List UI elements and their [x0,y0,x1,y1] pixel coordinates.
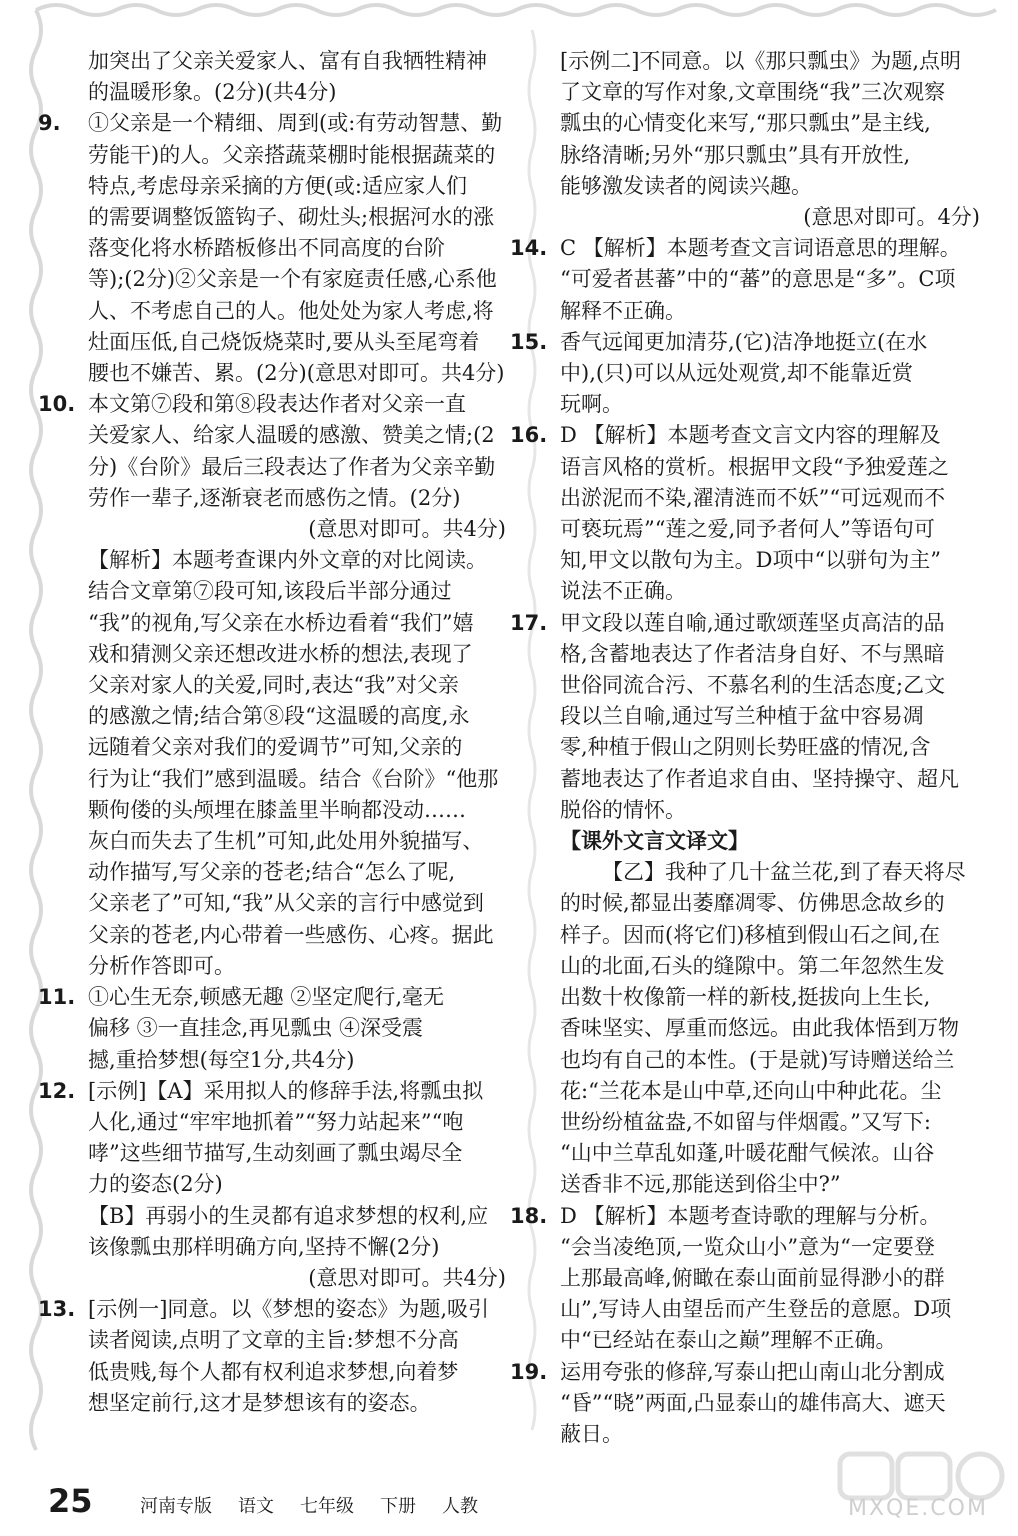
score-note: (意思对即可。共4分) [308,517,506,542]
text-line: 16. [510,423,548,448]
text-line: 语言风格的赏析。根据甲文段“予独爱莲之 [560,454,949,479]
page-footer [48,1482,768,1522]
text-line: 【解析】本题考查课内外文章的对比阅读。 [88,548,487,573]
text-line: 上那最高峰,俯瞰在泰山面前显得渺小的群 [560,1265,945,1290]
text-line: 河南专版 [140,1496,212,1517]
text-line: 9. [38,111,61,136]
text-line: 段以兰自喻,通过写兰种植于盆中容易凋 [560,704,924,729]
page-number: 25 [48,1482,93,1520]
watermark-text: MXQE.COM [848,1496,988,1521]
question-13-example-2 [560,46,980,233]
text-line: 玩啊。 [560,392,623,417]
question-9 [38,108,506,389]
text-line: 蔽日。 [560,1421,623,1446]
question-14 [510,233,980,327]
text-line: 的需要调整饭篮钩子、砌灶头;根据河水的涨 [88,205,495,230]
text-line: 中),(只)可以从远处观赏,却不能靠近赏 [560,361,913,386]
text-line: 哮”这些细节描写,生动刻画了瓢虫竭尽全 [88,1141,463,1166]
text-line: ①父亲是一个精细、周到(或:有劳动智慧、勤 [88,111,503,136]
text-line: 撼,重拾梦想(每空1分,共4分) [88,1047,355,1072]
text-line: 山”,写诗人由望岳而产生登岳的意愿。D项 [560,1297,952,1322]
text-line: 落变化将水桥踏板修出不同高度的台阶 [88,236,445,261]
text-line: 送香非不远,那能送到俗尘中?” [560,1172,841,1197]
text-line: 腰也不嫌苦、累。(2分)(意思对即可。共4分) [88,361,505,386]
text-line: D 【解析】本题考查诗歌的理解与分析。 [560,1203,941,1228]
text-line: 七年级 [300,1496,354,1517]
text-line: [示例一]同意。以《梦想的姿态》为题,吸引 [88,1297,490,1322]
text-line: 等);(2分)②父亲是一个有家庭责任感,心系他 [88,267,497,292]
score-note: (意思对即可。4分) [803,205,980,230]
translation [560,857,980,1200]
text-line: 人、不考虑自己的人。他处处为家人考虑,将 [88,298,494,323]
text-line: 11. [38,985,76,1010]
question-13 [38,1294,506,1419]
text-line: 【乙】我种了几十盆兰花,到了春天将尽 [602,860,966,885]
text-line: 也均有自己的本性。(于是就)写诗赠送给兰 [560,1047,955,1072]
text-line: 颗佝偻的头颅埋在膝盖里半晌都没动…… [88,797,466,822]
text-line: 该像瓢虫那样明确方向,坚持不懈(2分) [88,1234,440,1259]
text-line: 人化,通过“牢牢地抓着”“努力站起来”“咆 [88,1109,464,1134]
text-line: 灰白而失去了生机”可知,此处用外貌描写、 [88,829,484,854]
question-19 [510,1357,980,1451]
text-line: 瓢虫的心情变化来写,“那只瓢虫”是主线, [560,111,931,136]
text-line: 【B】再弱小的生灵都有追求梦想的权利,应 [88,1203,489,1228]
text-line: 蓄地表达了作者追求自由、坚持操守、超凡 [560,766,959,791]
text-line: 行为让“我们”感到温暖。结合《台阶》“他那 [88,766,499,791]
text-line: 10. [38,392,76,417]
question-10 [38,389,506,982]
text-line: 想坚定前行,这才是梦想该有的姿态。 [88,1390,431,1415]
text-line: 18. [510,1203,548,1228]
text-line: 13. [38,1297,76,1322]
text-line: 的感激之情;结合第⑧段“这温暖的高度,永 [88,704,470,729]
text-line: 了文章的写作对象,文章围绕“我”三次观察 [560,80,946,105]
text-line: 知,甲文以散句为主。D项中“以骈句为主” [560,548,941,573]
text-line: 父亲的苍老,内心带着一些感伤、心疼。据此 [88,922,494,947]
analysis [88,545,506,982]
text-line: “可爱者甚蕃”中的“蕃”的意思是“多”。C项 [560,267,956,292]
text-line: 甲文段以莲自喻,通过歌颂莲坚贞高洁的品 [560,610,945,635]
text-line: ①心生无奈,顿感无趣 ②坚定爬行,毫无 [88,985,445,1010]
text-line: [示例]【A】采用拟人的修辞手法,将瓢虫拟 [88,1078,484,1103]
text-line: 语文 [238,1496,274,1517]
intro-text [88,46,506,108]
text-line: 能够激发读者的阅读兴趣。 [560,173,812,198]
left-column [38,46,506,1419]
text-line: 远随着父亲对我们的爱调节”可知,父亲的 [88,735,463,760]
text-line: 解释不正确。 [560,298,686,323]
text-line: 山的北面,石头的缝隙中。第二年忽然生发 [560,953,945,978]
text-line: 世纷纷植盆盎,不如留与伴烟霞。”又写下: [560,1109,931,1134]
text-line: 分)《台阶》最后三段表达了作者为父亲辛勤 [88,454,496,479]
question-12 [38,1076,506,1294]
text-line: 动作描写,写父亲的苍老;结合“怎么了呢, [88,860,456,885]
text-line: 劳作一辈子,逐渐衰老而感伤之情。(2分) [88,485,461,510]
text-line: [示例二]不同意。以《那只瓢虫》为题,点明 [560,49,962,73]
text-line: 世俗同流合污、不慕名利的生活态度;乙文 [560,673,946,698]
text-line: 力的姿态(2分) [88,1172,223,1197]
text-line: 脉络清晰;另外“那只瓢虫”具有开放性, [560,142,911,167]
text-line: 低贵贱,每个人都有权利追求梦想,向着梦 [88,1359,459,1384]
text-line: D 【解析】本题考查文言文内容的理解及 [560,423,941,448]
footer-info [140,1492,504,1518]
text-line: 脱俗的情怀。 [560,797,686,822]
text-line: 运用夸张的修辞,写泰山把山南山北分割成 [560,1359,945,1384]
text-line: 本文第⑦段和第⑧段表达作者对父亲一直 [88,392,466,417]
text-line: 出数十枚像箭一样的新枝,挺拔向上生长, [560,985,931,1010]
text-line: 花:“兰花本是山中草,还向山中种此花。尘 [560,1078,942,1103]
text-line: 加突出了父亲关爱家人、富有自我牺牲精神 [88,49,487,73]
text-line: 偏移 ③一直挂念,再见瓢虫 ④深受震 [88,1016,424,1041]
text-line: 下册 [380,1496,416,1517]
text-line: 灶面压低,自己烧饭烧菜时,要从头至尾弯着 [88,329,480,354]
text-line: 劳能干)的人。父亲搭蔬菜棚时能根据蔬菜的 [88,142,496,167]
text-line: 父亲老了”可知,“我”从父亲的言行中感觉到 [88,891,484,916]
text-line: 的时候,都显出萎靡凋零、仿佛思念故乡的 [560,891,945,916]
text-line: 可亵玩焉”“莲之爱,同予者何人”等语句可 [560,517,935,542]
text-line: 特点,考虑母亲采摘的方便(或:适应家人们 [88,173,467,198]
text-line: 说法不正确。 [560,579,686,604]
text-line: 格,含蓄地表达了作者洁身自好、不与黑暗 [560,641,945,666]
text-line: 14. [510,236,548,261]
question-17 [510,608,980,1201]
score-note: (意思对即可。共4分) [308,1265,506,1290]
text-line: 12. [38,1078,76,1103]
text-line: “山中兰草乱如蓬,叶暖花酣气候浓。山谷 [560,1141,935,1166]
text-line: 17. [510,610,548,635]
text-line: 19. [510,1359,548,1384]
text-line: 出淤泥而不染,濯清涟而不妖”“可远观而不 [560,485,946,510]
translation-heading: 【课外文言文译文】 [560,829,749,854]
text-line: 香气远闻更加清芬,(它)洁净地挺立(在水 [560,329,928,354]
text-line: 人教 [442,1496,478,1517]
text-line: 分析作答即可。 [88,953,235,978]
text-line: “我”的视角,写父亲在水桥边看着“我们”嬉 [88,610,474,635]
text-line: 香味坚实、厚重而悠远。由此我体悟到万物 [560,1016,959,1041]
question-16 [510,420,980,607]
text-line: 关爱家人、给家人温暖的感激、赞美之情;(2 [88,423,495,448]
text-line: “会当凌绝顶,一览众山小”意为“一定要登 [560,1234,935,1259]
text-line: C 【解析】本题考查文言词语意思的理解。 [560,236,961,261]
text-line: 15. [510,329,548,354]
text-line: 的温暖形象。(2分)(共4分) [88,80,337,105]
text-line: “昏”“晓”两面,凸显泰山的雄伟高大、遮天 [560,1390,946,1415]
text-line: 结合文章第⑦段可知,该段后半部分通过 [88,579,452,604]
right-column [510,46,980,1450]
text-line: 零,种植于假山之阴则长势旺盛的情况,含 [560,735,931,760]
text-line: 父亲对家人的关爱,同时,表达“我”对父亲 [88,673,459,698]
question-11 [38,982,506,1076]
text-line: 样子。因而(将它们)移植到假山石之间,在 [560,922,941,947]
text-line: 中“已经站在泰山之巅”理解不正确。 [560,1328,897,1353]
question-18 [510,1201,980,1357]
text-line: 戏和猜测父亲还想改进水桥的想法,表现了 [88,641,473,666]
question-15 [510,327,980,421]
text-line: 读者阅读,点明了文章的主旨:梦想不分高 [88,1328,459,1353]
